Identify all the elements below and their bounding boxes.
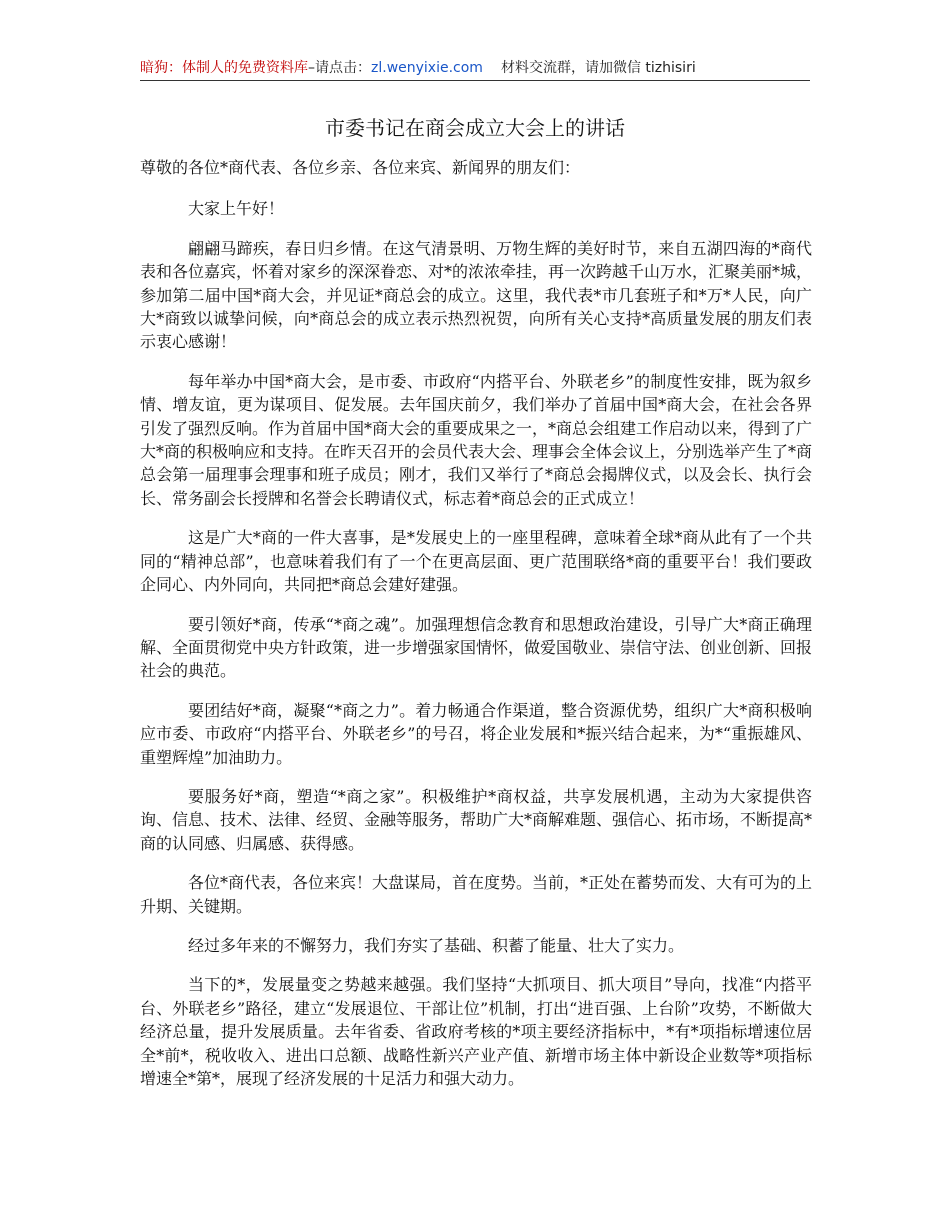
paragraph: 翩翩马蹄疾，春日归乡情。在这气清景明、万物生辉的美好时节，来自五湖四海的*商代表和各位嘉宾，怀着对家乡的深深眷恋、对*的浓浓牵挂，再一次跨越千山万水，汇聚美丽*城，参加第二届中国*商大会，并见证*商总会的成立。这里，我代表*市几套班子和*万*人民，向广大*商致以诚挚问候，向*商总会的成立表示热烈祝贺，向所有关心支持*高质量发展的朋友们表示衷心感谢！: [140, 238, 813, 352]
paragraph: 要团结好*商，凝聚“*商之力”。着力畅通合作渠道，整合资源优势，组织广大*商积极响应市委、市政府“内搭平台、外联老乡”的号召，将企业发展和*振兴结合起来，为*“重振雄风、重塑辉煌”加油助力。: [140, 700, 812, 767]
paragraph: 经过多年来的不懈努力，我们夯实了基础、积蓄了能量、壮大了实力。: [188, 935, 685, 955]
header-brand: 暗狗：体制人的免费资料库: [140, 60, 308, 76]
document-title: 市委书记在商会成立大会上的讲话: [325, 116, 625, 140]
header-divider: [140, 80, 810, 81]
paragraph: 这是广大*商的一件大喜事，是*发展史上的一座里程碑，意味着全球*商从此有了一个共同的“精神总部”，也意味着我们有了一个在更高层面、更广范围联络*商的重要平台！我们要政企同心、内外同向，共同把*商总会建好建强。: [140, 528, 812, 595]
document-body: [140, 156, 812, 1106]
page-header: [140, 58, 810, 78]
header-url-link[interactable]: zl.wenyixie.com: [371, 60, 483, 76]
paragraph: 各位*商代表，各位来宾！大盘谋局，首在度势。当前，*正处在蓄势而发、大有可为的上升期、关键期。: [140, 873, 813, 916]
paragraph: 要服务好*商，塑造“*商之家”。积极维护*商权益，共享发展机遇，主动为大家提供咨询、信息、技术、法律、经贸、金融等服务，帮助广大*商解难题、强信心、拓市场，不断提高*商的认同感、归属感、获得感。: [140, 786, 813, 853]
paragraph: 大家上午好！: [188, 199, 285, 219]
salutation: 尊敬的各位*商代表、各位乡亲、各位来宾、新闻界的朋友们：: [140, 158, 581, 177]
header-contact: 材料交流群，请加微信 tizhisiri: [500, 60, 696, 76]
paragraph: 要引领好*商，传承“*商之魂”。加强理想信念教育和思想政治建设，引导广大*商正确理解、全面贯彻党中央方针政策，进一步增强家国情怀，做爱国敬业、崇信守法、创业创新、回报社会的典范。: [140, 614, 813, 681]
paragraph: 当下的*，发展量变之势越来越强。我们坚持“大抓项目、抓大项目”导向，找准“内搭平台、外联老乡”路径，建立“发展退位、干部让位”机制，打出“进百强、上台阶”攻势，不断做大经济总量，提升发展质量。去年省委、省政府考核的*项主要经济指标中，*有*项指标增速位居全*前*，税收收入、进出口总额、战略性新兴产业产值、新增市场主体中新设企业数等*项指标增速全*第*，展现了经济发展的十足活力和强大动力。: [140, 975, 812, 1088]
paragraph: 每年举办中国*商大会，是市委、市政府“内搭平台、外联老乡”的制度性安排，既为叙乡情、增友谊，更为谋项目、促发展。去年国庆前夕，我们举办了首届中国*商大会，在社会各界引发了强烈反响。作为首届中国*商大会的重要成果之一，*商总会组建工作启动以来，得到了广大*商的积极响应和支持。在昨天召开的会员代表大会、理事会全体会议上，分别选举产生了*商总会第一届理事会理事和班子成员；刚才，我们又举行了*商总会揭牌仪式，以及会长、执行会长、常务副会长授牌和名誉会长聘请仪式，标志着*商总会的正式成立！: [140, 371, 813, 508]
header-prompt: –请点击：: [308, 60, 371, 76]
